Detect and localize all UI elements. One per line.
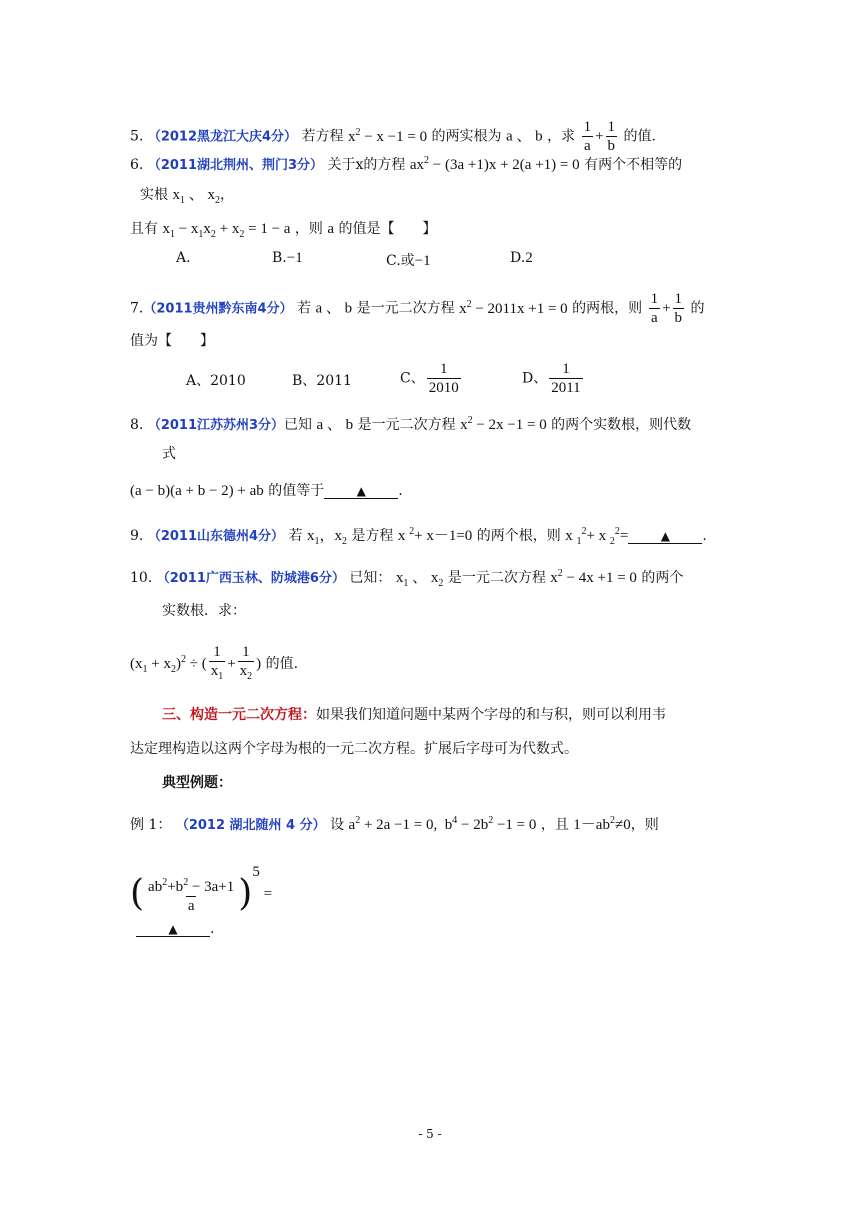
text: 的两个实数根，则代数 (551, 417, 692, 433)
text: 的 (690, 300, 705, 317)
blank-marker: ▲ (168, 922, 178, 936)
heading-text: 典型例题： (162, 775, 232, 791)
text: 若 (297, 300, 312, 317)
text: 有两个不相等的 (584, 157, 683, 173)
answer-blank[interactable] (628, 529, 702, 544)
option-b: B.−1 (272, 250, 303, 266)
equation: $x^2 - 2x -1 = 0$ (460, 415, 547, 433)
option-b (292, 370, 352, 390)
equation: $x^2 - 4x +1 = 0$ (550, 568, 637, 586)
example-source: （2012 湖北随州 4 分） (175, 818, 326, 833)
section-text: 达定理构造以这两个字母为根的一元二次方程。扩展后字母可为代数式。 (130, 741, 578, 757)
equation: $x^2 - 2011x +1 = 0$ (459, 298, 568, 317)
text: 已知 (284, 417, 313, 433)
section-3 (162, 704, 666, 726)
problem-5: 5. （2012黑龙江大庆4分） 若方程 $x^2 - x -1 = 0$ 的两实根为 a 、 b ，求 $\frac{1}{a}$ + $\frac{1}{b}$ 的值. (130, 119, 656, 154)
answer-blank[interactable] (136, 922, 210, 937)
option-label: D、 (522, 370, 548, 387)
problem-8-line2 (162, 443, 176, 465)
text: ，则 (294, 221, 323, 237)
fraction: $\frac{1}{a}$ (650, 291, 659, 326)
option-label: B. (272, 250, 287, 266)
text: 若 (288, 528, 303, 544)
equation: x $^2$+ x－1=0 (397, 526, 473, 544)
fraction: $\frac{1}{a}$ (583, 119, 592, 154)
fraction: $\frac{1}{x_1}$ (209, 643, 226, 686)
problem-6-line2 (140, 184, 234, 212)
option-label: C、 (400, 370, 425, 387)
option-d: D.2 (510, 250, 533, 266)
problem-number: 6. (130, 157, 144, 173)
text: 的两个 (641, 570, 684, 586)
fraction: $\frac{1}{x_2}$ (238, 643, 255, 686)
equation: $x_1 - x_1x_2 + x_2 = 1 - a$ (162, 221, 291, 240)
example-1-expression: ( $\frac{ab^2+b^2 - 3a+1}{a}$ )$^5$ = (130, 864, 273, 914)
example-1: 例 1： （2012 湖北随州 4 分） 设 $a^2 + 2a -1 = 0$, $b^4 - 2b^2 -1 = 0$ ，且 $1-ab^2\ne 0$，则 (130, 815, 659, 833)
fraction: $\frac{1}{b}$ (607, 119, 616, 154)
problem-6 (130, 150, 682, 177)
equation: $x^2 - x -1 = 0$ (347, 126, 428, 145)
problem-9: 9. （2011山东德州4分） 若 $x_1$，$x_2$ 是方程 x $^2$+ x－1=0 的两个根，则 x $_1^2$+ x $_2^2$= ▲ . (130, 526, 707, 547)
fraction: $\frac{1}{2010}$ (428, 361, 459, 396)
problem-7-line2 (130, 330, 214, 352)
text: 实根 (140, 187, 168, 203)
text: 的两个根，则 (476, 528, 561, 544)
option-a (176, 250, 191, 266)
problem-number: 7. (130, 300, 144, 317)
text: ，求 (547, 128, 576, 145)
text: 是一元二次方程 (357, 417, 456, 433)
text: 是一元二次方程 (356, 300, 455, 317)
text: 是一元二次方程 (447, 570, 546, 586)
problem-10-line3: $(x_1 + x_2)^2$ ÷ ( $\frac{1}{x_1}$ + $\frac{1}{x_2}$ ) 的值. (130, 640, 298, 690)
problem-number: 8. (130, 417, 144, 433)
text: 的值. (623, 128, 656, 145)
example-heading (162, 772, 232, 794)
problem-source: （2011湖北荆州、荆门3分） (147, 158, 324, 173)
option-label: A. (176, 250, 191, 266)
problem-6-line3: 且有 $x_1 - x_1x_2 + x_2 = 1 - a$ ，则 a 的值是【 】 (130, 221, 437, 240)
text: ， (219, 187, 234, 203)
expression: (a − b)(a + b − 2) + ab (130, 483, 264, 499)
problem-10-line2 (162, 600, 246, 622)
answer-blank[interactable] (324, 484, 398, 499)
text: ，则 (630, 817, 659, 833)
problem-7: 7.（2011贵州黔东南4分） 若 a 、 b 是一元二次方程 $x^2 - 2011x +1 = 0$ 的两根，则 $\frac{1}{a}$ + $\frac{1}{b}$ 的 (130, 291, 705, 326)
problem-source: （2011广西玉林、防城港6分） (156, 571, 345, 586)
fraction: $\frac{1}{b}$ (674, 291, 683, 326)
problem-number: 9. (130, 528, 144, 544)
option-a (186, 370, 246, 390)
fraction: $\frac{ab^2+b^2 - 3a+1}{a}$ (148, 876, 235, 914)
equation: $ax^2 - (3a +1)x + 2(a +1) = 0$ (409, 155, 580, 173)
text: 的值. (265, 656, 299, 672)
example-label: 例 1： (130, 817, 172, 833)
option-label: D. (510, 250, 526, 266)
problem-source: （2011山东德州4分） (147, 529, 285, 544)
text: 已知： (349, 570, 392, 586)
example-1-answer: ▲ . (136, 918, 214, 940)
text: 的值是【 】 (338, 221, 437, 237)
option-label: B、2011 (292, 373, 352, 389)
text: 关于x的方程 (327, 157, 406, 173)
text: 的两根，则 (572, 300, 643, 317)
blank-marker: ▲ (660, 529, 670, 543)
text: . (702, 528, 707, 544)
problem-10: 10. （2011广西玉林、防城港6分） 已知： $x_1$ 、 $x_2$ 是一元二次方程 $x^2 - 4x +1 = 0$ 的两个 (130, 568, 684, 589)
page-number: - 5 - (418, 1127, 442, 1141)
text: 式 (162, 446, 176, 462)
option-c (400, 360, 463, 397)
roots: $x_1$ 、 $x_2$ (172, 187, 220, 206)
text: 的两实根为 (431, 128, 502, 145)
section-title: 三、构造一元二次方程： (162, 707, 316, 723)
option-label: A、2010 (186, 373, 246, 389)
problem-8-line3 (130, 480, 403, 502)
problem-number: 10. (130, 570, 153, 586)
problem-8: 8. （2011江苏苏州3分）已知 a 、 b 是一元二次方程 $x^2 - 2x -1 = 0$ 的两个实数根，则代数 (130, 415, 692, 433)
section-3-line2 (130, 738, 578, 760)
text: 若方程 (301, 128, 344, 145)
problem-source: （2011贵州黔东南4分） (143, 301, 293, 317)
text: 值为【 】 (130, 333, 214, 349)
problem-source: （2012黑龙江大庆4分） (147, 129, 298, 145)
text: 是方程 (351, 528, 394, 544)
text: 设 (330, 817, 345, 833)
text: ，且 (540, 817, 569, 833)
option-c: C.或−1 (386, 253, 431, 269)
fraction: $\frac{1}{2011}$ (551, 361, 581, 396)
expression: $(x_1 + x_2)^2$ ÷ ( (130, 654, 207, 675)
blank-marker: ▲ (356, 484, 366, 498)
problem-source: （2011江苏苏州3分） (147, 418, 285, 433)
problem-number: 5. (130, 128, 144, 145)
option-label: C.或 (386, 253, 415, 269)
text: 的值等于 (268, 483, 325, 499)
roots: a 、 b (506, 128, 543, 145)
equation: $a^2 + 2a -1 = 0$, $b^4 - 2b^2 -1 = 0$ (348, 815, 537, 833)
section-text: 如果我们知道问题中某两个字母的和与积，则可以利用韦 (316, 707, 666, 723)
text: 且有 (130, 221, 158, 237)
option-d (522, 360, 585, 397)
text: . (398, 483, 403, 499)
text: 实数根．求： (162, 603, 246, 619)
